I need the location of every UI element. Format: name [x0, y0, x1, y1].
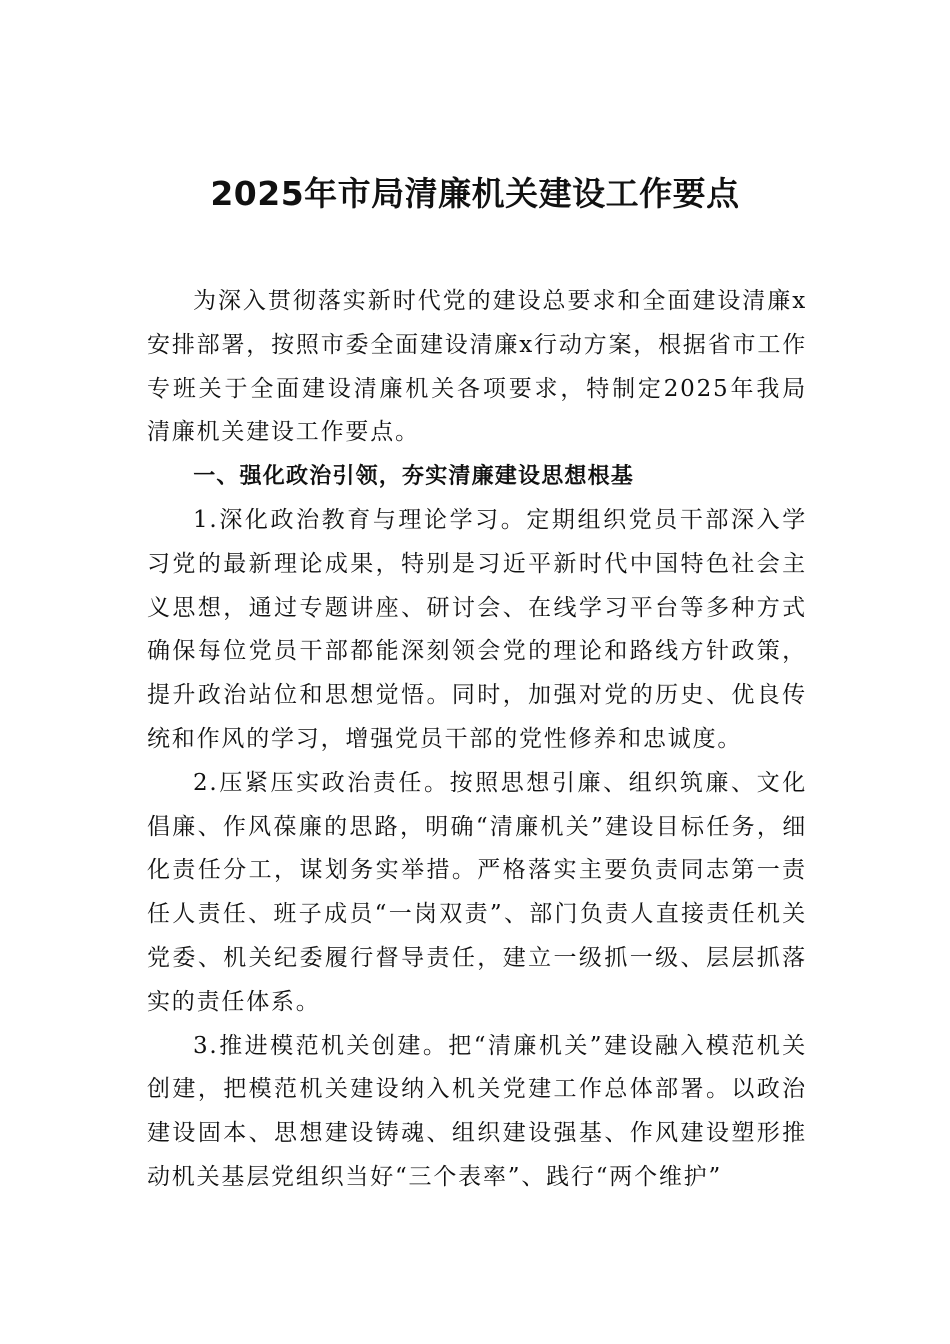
document-body	[147, 280, 807, 1200]
item-paragraph-1: 1.深化政治教育与理论学习。定期组织党员干部深入学习党的最新理论成果，特别是习近平新时代中国特色社会主义思想，通过专题讲座、研讨会、在线学习平台等多种方式确保每位党员干部都能深刻领会党的理论和路线方针政策，提升政治站位和思想觉悟。同时，加强对党的历史、优良传统和作风的学习，增强党员干部的党性修养和忠诚度。	[147, 506, 807, 752]
item-paragraph-3: 3.推进模范机关创建。把“清廉机关”建设融入模范机关创建，把模范机关建设纳入机关党建工作总体部署。以政治建设固本、思想建设铸魂、组织建设强基、作风建设塑形推动机关基层党组织当好“三个表率”、践行“两个维护”	[147, 1032, 807, 1190]
intro-paragraph: 为深入贯彻落实新时代党的建设总要求和全面建设清廉x安排部署，按照市委全面建设清廉x行动方案，根据省市工作专班关于全面建设清廉机关各项要求，特制定2025年我局清廉机关建设工作要点。	[147, 288, 807, 446]
item-paragraph-2: 2.压紧压实政治责任。按照思想引廉、组织筑廉、文化倡廉、作风葆廉的思路，明确“清廉机关”建设目标任务，细化责任分工，谋划务实举措。严格落实主要负责同志第一责任人责任、班子成员“一岗双责”、部门负责人直接责任机关党委、机关纪委履行督导责任，建立一级抓一级、层层抓落实的责任体系。	[147, 769, 807, 1015]
section-heading-1: 一、强化政治引领，夯实清廉建设思想根基	[193, 464, 634, 490]
document-title: 2025年市局清廉机关建设工作要点	[210, 174, 740, 213]
